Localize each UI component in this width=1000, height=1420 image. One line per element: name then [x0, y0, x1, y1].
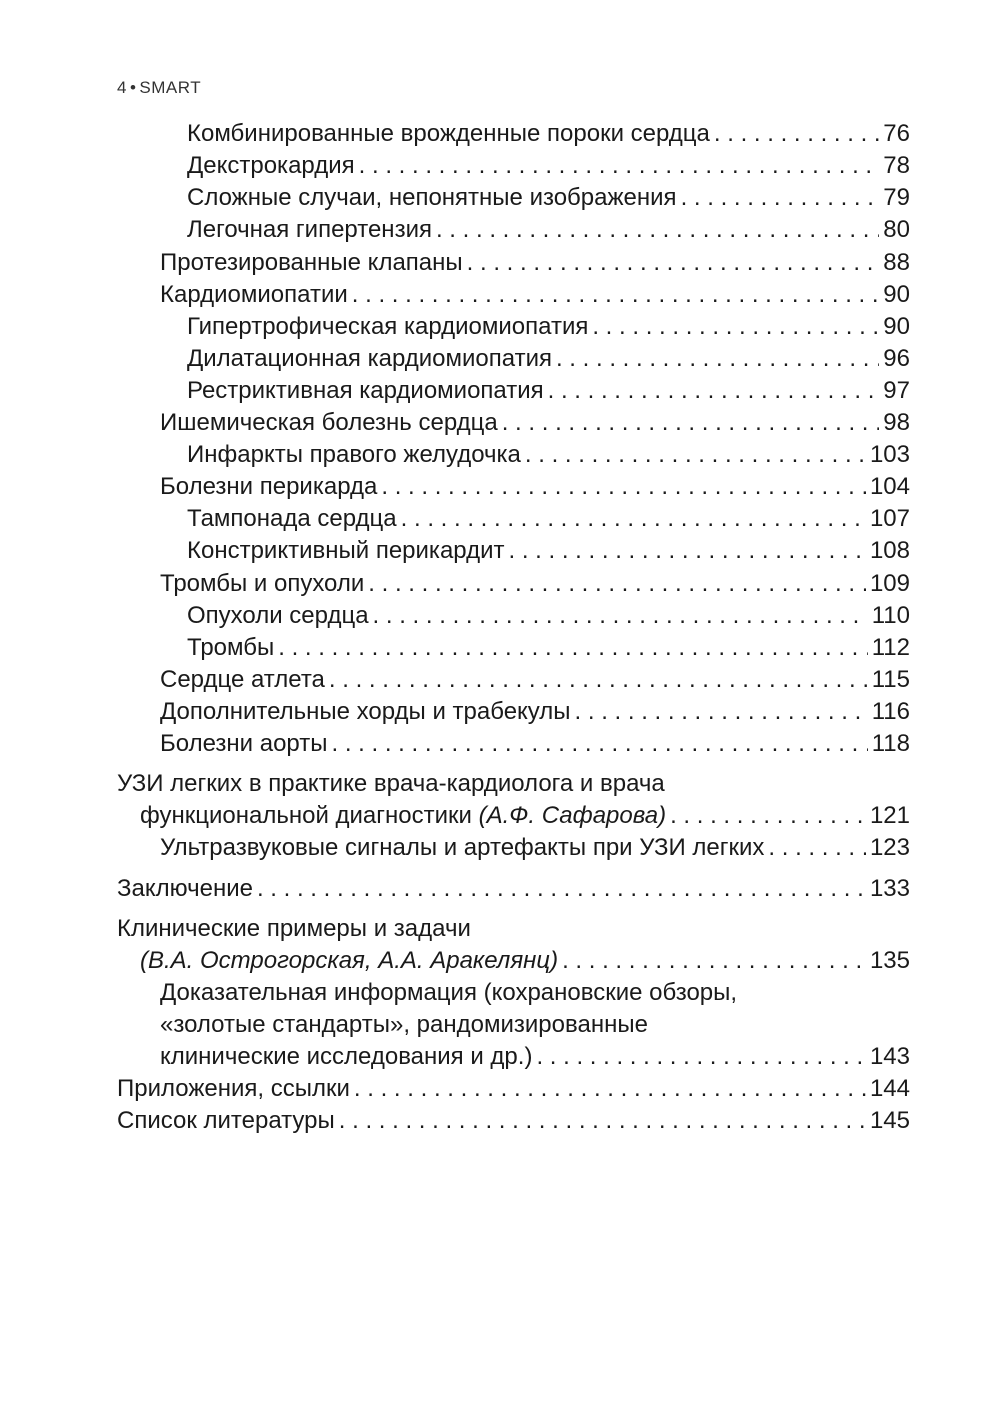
toc-entry[interactable]: [187, 311, 910, 343]
toc-entry-page: 108: [869, 537, 910, 564]
toc-entry-page: 79: [883, 184, 910, 211]
toc-entry[interactable]: [187, 118, 910, 150]
toc-entry-title: клинические исследования и др.): [160, 1043, 533, 1070]
toc-entry-page: 88: [883, 249, 910, 276]
toc-entry-clinical-line2[interactable]: [140, 945, 910, 977]
toc-entry[interactable]: [187, 632, 910, 664]
toc-entry-page: 144: [869, 1075, 910, 1102]
dot-leader: [768, 832, 866, 864]
dot-leader: [562, 945, 866, 977]
toc-entry-conclusion[interactable]: [117, 873, 910, 905]
toc-entry-title: Ишемическая болезнь сердца: [160, 409, 498, 436]
toc-entry[interactable]: [187, 503, 910, 535]
dot-leader: [502, 407, 880, 439]
toc-entry-page: 110: [871, 602, 910, 629]
dot-leader: [401, 503, 866, 535]
toc-entry-title: Дилатационная кардиомиопатия: [187, 345, 552, 372]
dot-leader: [373, 600, 868, 632]
toc-entry[interactable]: [160, 696, 910, 728]
toc-entry-title: Констриктивный перикардит: [187, 537, 505, 564]
dot-leader: [670, 800, 866, 832]
toc-entry-title: Кардиомиопатии: [160, 281, 348, 308]
dot-leader: [359, 150, 880, 182]
toc-entry[interactable]: [160, 279, 910, 311]
toc-entry-page: 90: [883, 313, 910, 340]
toc-entry-title: Болезни перикарда: [160, 473, 378, 500]
toc-entry[interactable]: [187, 214, 910, 246]
dot-leader: [352, 279, 880, 311]
dot-leader: [556, 343, 879, 375]
toc-entry-page: 115: [871, 666, 910, 693]
toc-entry[interactable]: [187, 535, 910, 567]
dot-leader: [509, 535, 866, 567]
toc-entry[interactable]: [187, 600, 910, 632]
dot-leader: [339, 1105, 866, 1137]
toc-entry-page: 145: [869, 1107, 910, 1134]
toc-entry-title: Доказательная информация (кохрановские обзоры,: [160, 979, 738, 1006]
dot-leader: [329, 664, 868, 696]
dot-leader: [548, 375, 880, 407]
toc-entry-title: Тромбы и опухоли: [160, 570, 365, 597]
toc-entry-title: Сердце атлета: [160, 666, 325, 693]
dot-leader: [381, 471, 866, 503]
toc-entry-title: Рестриктивная кардиомиопатия: [187, 377, 544, 404]
toc-entry-page: 96: [883, 345, 910, 372]
toc-entry[interactable]: [187, 150, 910, 182]
toc-entry-page: 80: [883, 216, 910, 243]
toc-entry-page: 109: [869, 570, 910, 597]
dot-leader: [278, 632, 868, 664]
toc-entry-title: Декстрокардия: [187, 152, 355, 179]
toc-entry-page: 103: [869, 441, 910, 468]
toc-entry-title: Приложения, ссылки: [117, 1075, 350, 1102]
dot-leader: [536, 1041, 866, 1073]
page-number: 4: [117, 78, 127, 97]
dot-leader: [354, 1073, 866, 1105]
toc-entry-title: Заключение: [117, 875, 253, 902]
toc-entry[interactable]: [187, 343, 910, 375]
toc-entry[interactable]: [187, 182, 910, 214]
toc-entry[interactable]: [160, 471, 910, 503]
running-header: [117, 78, 201, 98]
toc-entry-clinical-line1[interactable]: [117, 913, 910, 945]
toc-entry-lung-us-line1[interactable]: [117, 768, 910, 800]
toc-entry-evidence-line3[interactable]: [160, 1041, 910, 1073]
toc-entry-page: 78: [883, 152, 910, 179]
toc-entry-title: Клинические примеры и задачи: [117, 915, 471, 942]
toc-entry-page: 104: [869, 473, 910, 500]
toc-entry-title: «золотые стандарты», рандомизированные: [160, 1011, 648, 1038]
dot-leader: [681, 182, 880, 214]
toc-entry-title: Ультразвуковые сигналы и артефакты при УЗИ легких: [160, 834, 765, 861]
toc-entry-references[interactable]: [117, 1105, 910, 1137]
toc-entry-page: 90: [883, 281, 910, 308]
toc-entry-title: Гипертрофическая кардиомиопатия: [187, 313, 589, 340]
toc-entry-title: [140, 800, 666, 832]
toc-entry-page: 116: [871, 698, 910, 725]
toc-entry[interactable]: [187, 439, 910, 471]
header-bullet: •: [129, 78, 137, 97]
toc-entry-title: Дополнительные хорды и трабекулы: [160, 698, 571, 725]
toc-entry-title: УЗИ легких в практике врача-кардиолога и врача: [117, 770, 665, 797]
toc-entry-title: Сложные случаи, непонятные изображения: [187, 184, 677, 211]
toc-entry-page: 118: [871, 730, 910, 757]
toc-entry-appendix[interactable]: [117, 1073, 910, 1105]
toc-entry[interactable]: [160, 728, 910, 760]
toc-entry-evidence-line2[interactable]: [160, 1009, 910, 1041]
toc-entry-page: 133: [869, 875, 910, 902]
toc-entry-page: 143: [869, 1043, 910, 1070]
dot-leader: [436, 214, 879, 246]
toc-entry-page: 97: [883, 377, 910, 404]
toc-entry[interactable]: [160, 568, 910, 600]
toc-entry-title: Болезни аорты: [160, 730, 328, 757]
toc-entry-title: Легочная гипертензия: [187, 216, 432, 243]
toc-entry-evidence-line1[interactable]: [160, 977, 910, 1009]
dot-leader: [525, 439, 866, 471]
toc-entry[interactable]: [160, 664, 910, 696]
toc-entry-lung-signals[interactable]: [160, 832, 910, 864]
toc-entry-author: (В.А. Острогорская, А.А. Аракелянц): [140, 947, 559, 974]
toc-entry-title: Протезированные клапаны: [160, 249, 463, 276]
toc-entry-page: 98: [883, 409, 910, 436]
dot-leader: [714, 118, 879, 150]
toc-entry-page: 121: [869, 802, 910, 829]
toc-entry-page: 135: [869, 947, 910, 974]
dot-leader: [331, 728, 867, 760]
toc-entry-page: 123: [869, 834, 910, 861]
toc-entry-title: Тромбы: [187, 634, 275, 661]
toc-entry-page: 112: [871, 634, 910, 661]
toc-entry[interactable]: [160, 407, 910, 439]
toc-entry-page: 107: [869, 505, 910, 532]
dot-leader: [467, 247, 880, 279]
dot-leader: [575, 696, 868, 728]
toc-entry-page: 76: [883, 120, 910, 147]
toc-entry-author: (А.Ф. Сафарова): [478, 802, 667, 829]
dot-leader: [368, 568, 866, 600]
toc-entry-title-text: функциональной диагностики: [140, 802, 472, 829]
toc-entry-title: Опухоли сердца: [187, 602, 369, 629]
toc-entry[interactable]: [160, 247, 910, 279]
toc-entry-lung-us-line2[interactable]: [140, 800, 910, 832]
toc-entry-title: Комбинированные врожденные пороки сердца: [187, 120, 710, 147]
toc-entry-title: Тампонада сердца: [187, 505, 397, 532]
dot-leader: [257, 873, 866, 905]
toc-entry-title: Список литературы: [117, 1107, 335, 1134]
series-name: SMART: [139, 78, 202, 97]
dot-leader: [592, 311, 879, 343]
toc-entry[interactable]: [187, 375, 910, 407]
toc-entry-title: Инфаркты правого желудочка: [187, 441, 521, 468]
